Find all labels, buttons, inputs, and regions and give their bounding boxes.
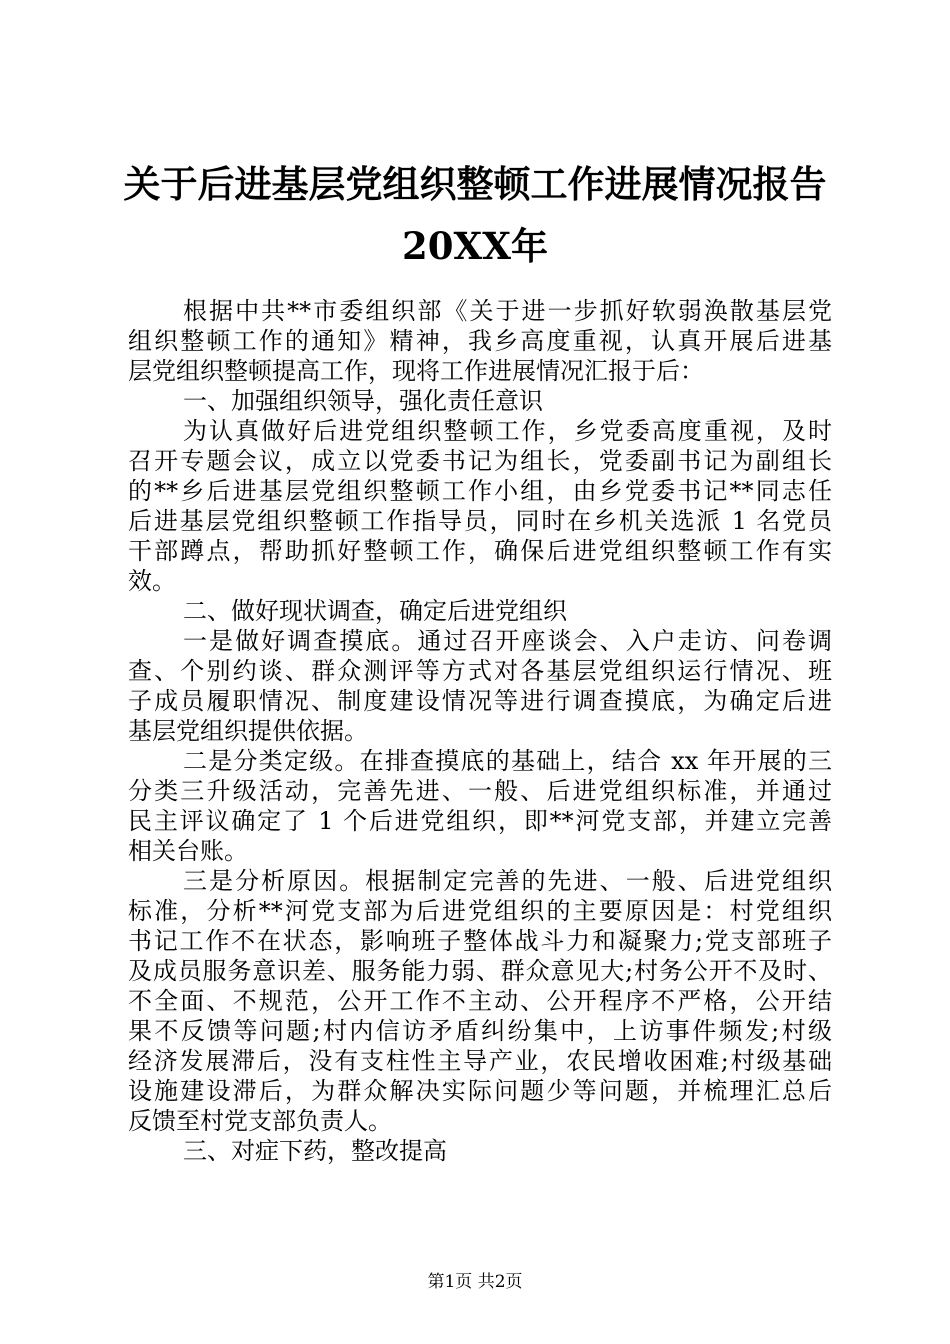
text-line: 后进基层党组织整顿工作指导员，同时在乡机关选派 1 名党员	[128, 507, 832, 535]
text-line: 标准，分析**河党支部为后进党组织的主要原因是：村党组织	[128, 897, 832, 925]
text-line: 分类三升级活动，完善先进、一般、后进党组织标准，并通过	[128, 777, 832, 805]
text-line: 一是做好调查摸底。通过召开座谈会、入户走访、问卷调	[183, 627, 832, 655]
text-line: 设施建设滞后，为群众解决实际问题少等问题，并梳理汇总后	[128, 1077, 832, 1105]
text-line: 层党组织整顿提高工作，现将工作进展情况汇报于后：	[128, 357, 704, 385]
section-heading: 二、做好现状调查，确定后进党组织	[183, 597, 567, 625]
text-line: 效。	[128, 567, 176, 595]
document-body	[128, 296, 832, 1166]
text-line: 为认真做好后进党组织整顿工作，乡党委高度重视，及时	[183, 417, 832, 445]
text-line: 书记工作不在状态，影响班子整体战斗力和凝聚力;党支部班子	[128, 927, 832, 955]
text-line: 的**乡后进基层党组织整顿工作小组，由乡党委书记**同志任	[128, 477, 832, 505]
text-line: 根据中共**市委组织部《关于进一步抓好软弱涣散基层党	[183, 297, 832, 325]
text-line: 组织整顿工作的通知》精神，我乡高度重视，认真开展后进基	[128, 327, 832, 355]
section-heading: 一、加强组织领导，强化责任意识	[183, 387, 543, 415]
text-line: 相关台账。	[128, 837, 248, 865]
document-title-year: 20XX年	[402, 224, 548, 268]
text-line: 反馈至村党支部负责人。	[128, 1107, 392, 1135]
page-number: 第1页 共2页	[427, 1272, 523, 1292]
document-title: 关于后进基层党组织整顿工作进展情况报告	[123, 162, 827, 206]
text-line: 查、个别约谈、群众测评等方式对各基层党组织运行情况、班	[128, 657, 832, 685]
text-line: 果不反馈等问题;村内信访矛盾纠纷集中，上访事件频发;村级	[128, 1017, 832, 1045]
text-line: 二是分类定级。在排查摸底的基础上，结合 xx 年开展的三	[183, 747, 832, 775]
text-line: 及成员服务意识差、服务能力弱、群众意见大;村务公开不及时、	[128, 957, 832, 985]
text-line: 召开专题会议，成立以党委书记为组长，党委副书记为副组长	[128, 447, 832, 475]
text-line: 三是分析原因。根据制定完善的先进、一般、后进党组织	[183, 867, 832, 895]
text-line: 干部蹲点，帮助抓好整顿工作，确保后进党组织整顿工作有实	[128, 537, 832, 565]
text-line: 基层党组织提供依据。	[128, 717, 368, 745]
text-line: 民主评议确定了 1 个后进党组织，即**河党支部，并建立完善	[128, 807, 832, 835]
text-line: 子成员履职情况、制度建设情况等进行调查摸底，为确定后进	[128, 687, 832, 715]
text-line: 经济发展滞后，没有支柱性主导产业，农民增收困难;村级基础	[128, 1047, 832, 1075]
section-heading: 三、对症下药，整改提高	[183, 1137, 447, 1165]
text-line: 不全面、不规范，公开工作不主动、公开程序不严格，公开结	[128, 987, 832, 1015]
